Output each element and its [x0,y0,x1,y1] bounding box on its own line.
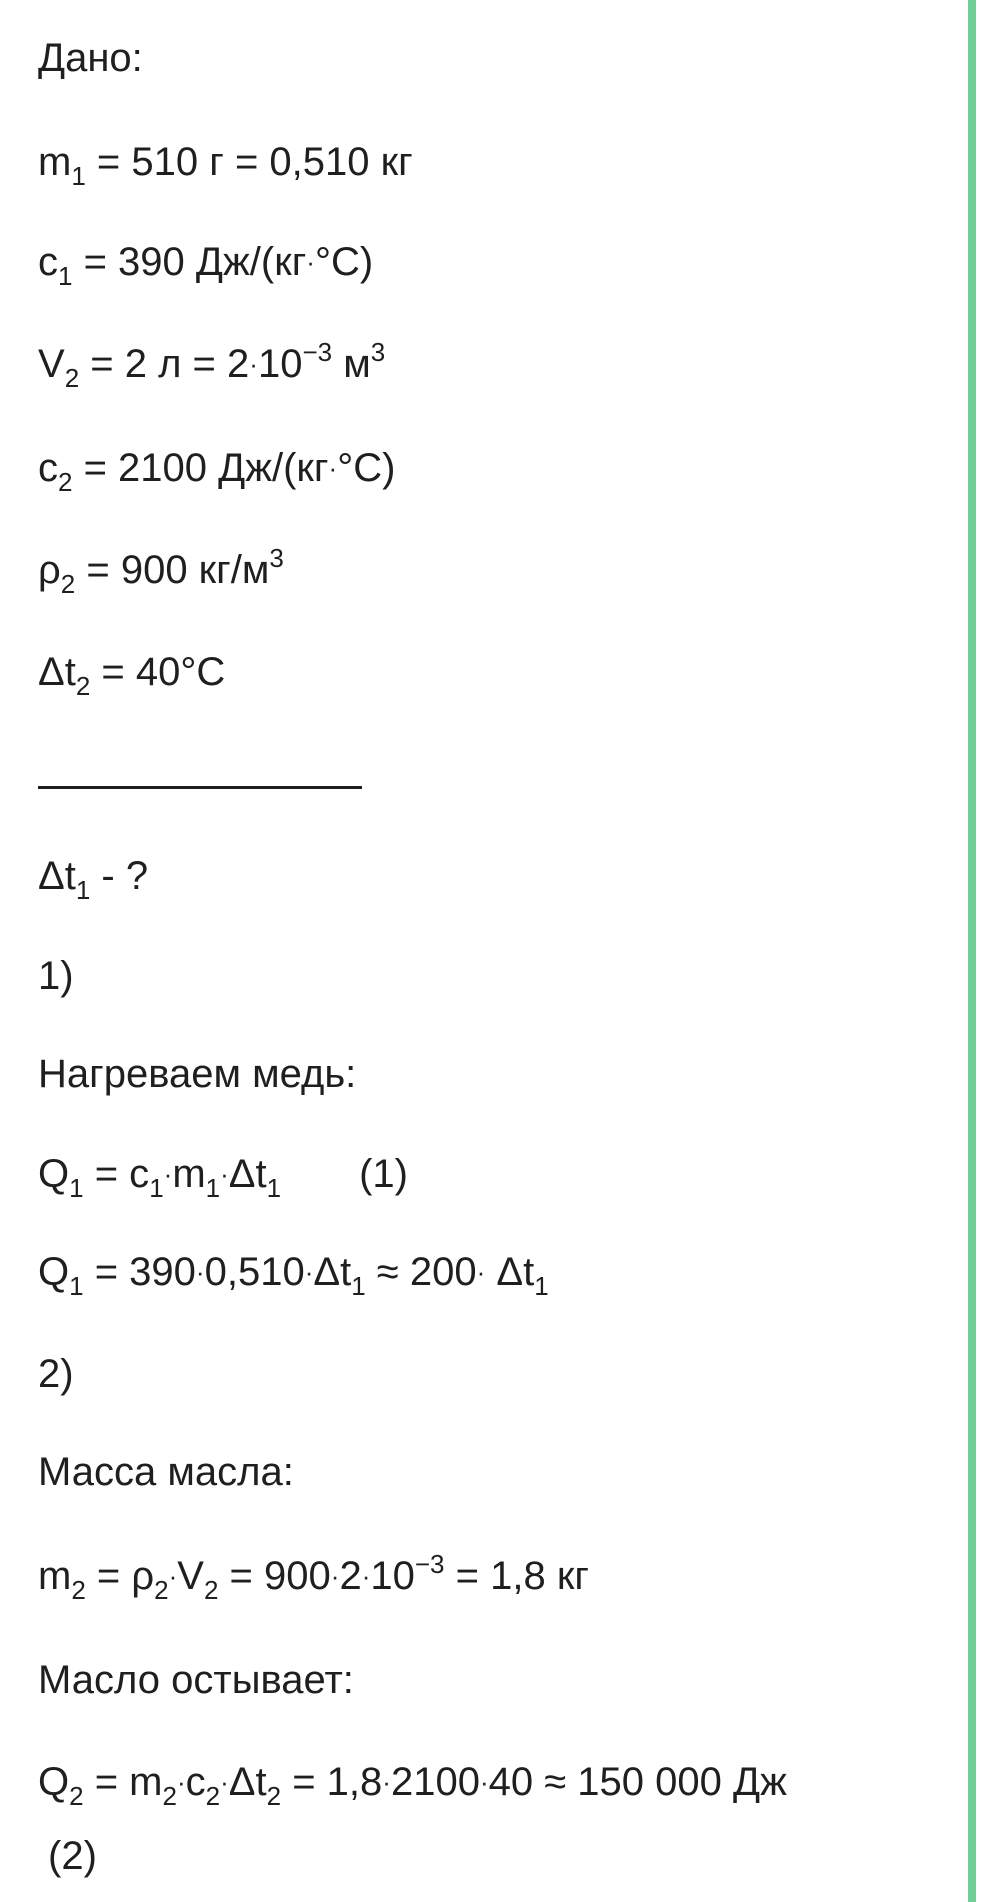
multiplication-dot: · [176,1767,186,1797]
multiplication-dot: · [306,247,315,277]
step2-number [38,1350,74,1398]
cooling-heading [38,1656,354,1704]
step2-heading [38,1448,294,1496]
given-m1 [38,138,413,191]
exponent: −3 [414,1549,445,1579]
given-rho2 [38,543,284,599]
subscript: 1 [534,1271,549,1301]
term: c [185,1760,206,1804]
subscript: 2 [154,1575,169,1605]
subscript: 2 [64,363,80,393]
multiplication-dot: · [382,1767,391,1797]
symbol: Δt [38,650,76,694]
step-number: 2) [38,1352,74,1396]
symbol: V [38,342,65,386]
given-heading [38,34,143,82]
value: = 40°C [90,650,226,694]
equation-q1-numeric [38,1248,549,1301]
multiplication-dot: · [476,1257,486,1287]
subscript: 1 [71,161,86,191]
term: = 1,8 [281,1760,383,1804]
term: m [172,1152,206,1196]
right-border-accent [968,0,976,1902]
given-v2 [38,337,386,393]
given-c2 [38,444,396,497]
term: Δt [485,1250,535,1294]
step1-heading [38,1050,356,1098]
symbol: ρ [38,548,61,592]
unit: м [332,342,371,386]
subscript: 1 [58,261,73,291]
term: 2 [339,1554,362,1598]
symbol: c [38,446,58,490]
term: ≈ 200 [365,1250,477,1294]
subscript: 1 [351,1271,366,1301]
multiplication-dot: · [479,1767,489,1797]
subscript: 2 [75,671,91,701]
step1-number [38,952,74,1000]
multiplication-dot: · [304,1257,314,1287]
subscript: 2 [162,1781,177,1811]
unit-exponent: 3 [370,337,386,367]
term: 0,510 [204,1250,305,1294]
value: = 900 кг/м [75,548,270,592]
symbol: Q [38,1152,70,1196]
unit-tail: °C) [337,446,396,490]
term: = m [83,1760,163,1804]
value: = 510 г = 0,510 кг [85,140,413,184]
equation-tag: (1) [359,1152,408,1196]
given-divider [38,786,362,789]
value: = 2 л = 2 [79,342,250,386]
value: = 390 Дж/(кг [72,240,307,284]
multiplication-dot: · [168,1561,178,1591]
term: Δt [228,1152,267,1196]
term: V [177,1554,204,1598]
symbol: Δt [38,854,76,898]
subscript: 2 [205,1781,221,1811]
multiplication-dot: · [249,349,258,379]
subscript: 2 [60,569,76,599]
multiplication-dot: · [361,1561,371,1591]
multiplication-dot: · [163,1159,173,1189]
term: = 390 [83,1250,196,1294]
subscript: 1 [69,1271,84,1301]
step-heading: Масса масла: [38,1450,294,1494]
symbol: Q [38,1250,70,1294]
equation-m2 [38,1549,589,1605]
symbol: c [38,240,58,284]
equation-tag: (2) [48,1834,97,1878]
step-heading: Нагреваем медь: [38,1052,357,1096]
term: 10 [370,1554,415,1598]
subscript: 1 [149,1173,164,1203]
term: 2100 [390,1760,480,1804]
term: 40 ≈ 150 000 Дж [488,1760,787,1804]
step-heading: Масло остывает: [38,1658,354,1702]
multiplication-dot: · [330,1561,340,1591]
symbol: m [38,1554,72,1598]
term: = 1,8 кг [444,1554,589,1598]
equation-q2 [38,1758,787,1811]
term: Δt [313,1250,352,1294]
equation-q1-formula [38,1150,408,1203]
subscript: 2 [266,1781,282,1811]
unit-tail: °C) [314,240,374,284]
term: = c [83,1152,150,1196]
subscript: 2 [203,1575,219,1605]
value: - ? [90,854,149,898]
subscript: 2 [58,467,73,497]
equation-q2-tag [48,1832,97,1880]
exponent: −3 [302,337,333,367]
given-c1 [38,238,374,291]
given-dt2 [38,648,226,701]
step-number: 1) [38,954,74,998]
multiplication-dot: · [195,1257,205,1287]
given-heading-text: Дано: [38,36,143,80]
symbol: m [38,140,72,184]
value: = 2100 Дж/(кг [72,446,329,490]
multiplication-dot: · [220,1159,229,1189]
term: = ρ [85,1554,155,1598]
multiplication-dot: · [328,453,338,483]
find-line [38,852,149,905]
multiplication-dot: · [220,1767,229,1797]
symbol: Q [38,1760,70,1804]
subscript: 1 [75,875,91,905]
subscript: 2 [71,1575,86,1605]
subscript: 1 [205,1173,221,1203]
term: = 900 [218,1554,331,1598]
term: Δt [228,1760,267,1804]
subscript: 1 [266,1173,282,1203]
subscript: 2 [69,1781,84,1811]
value-base: 10 [257,342,303,386]
subscript: 1 [69,1173,84,1203]
exponent: 3 [269,543,284,573]
